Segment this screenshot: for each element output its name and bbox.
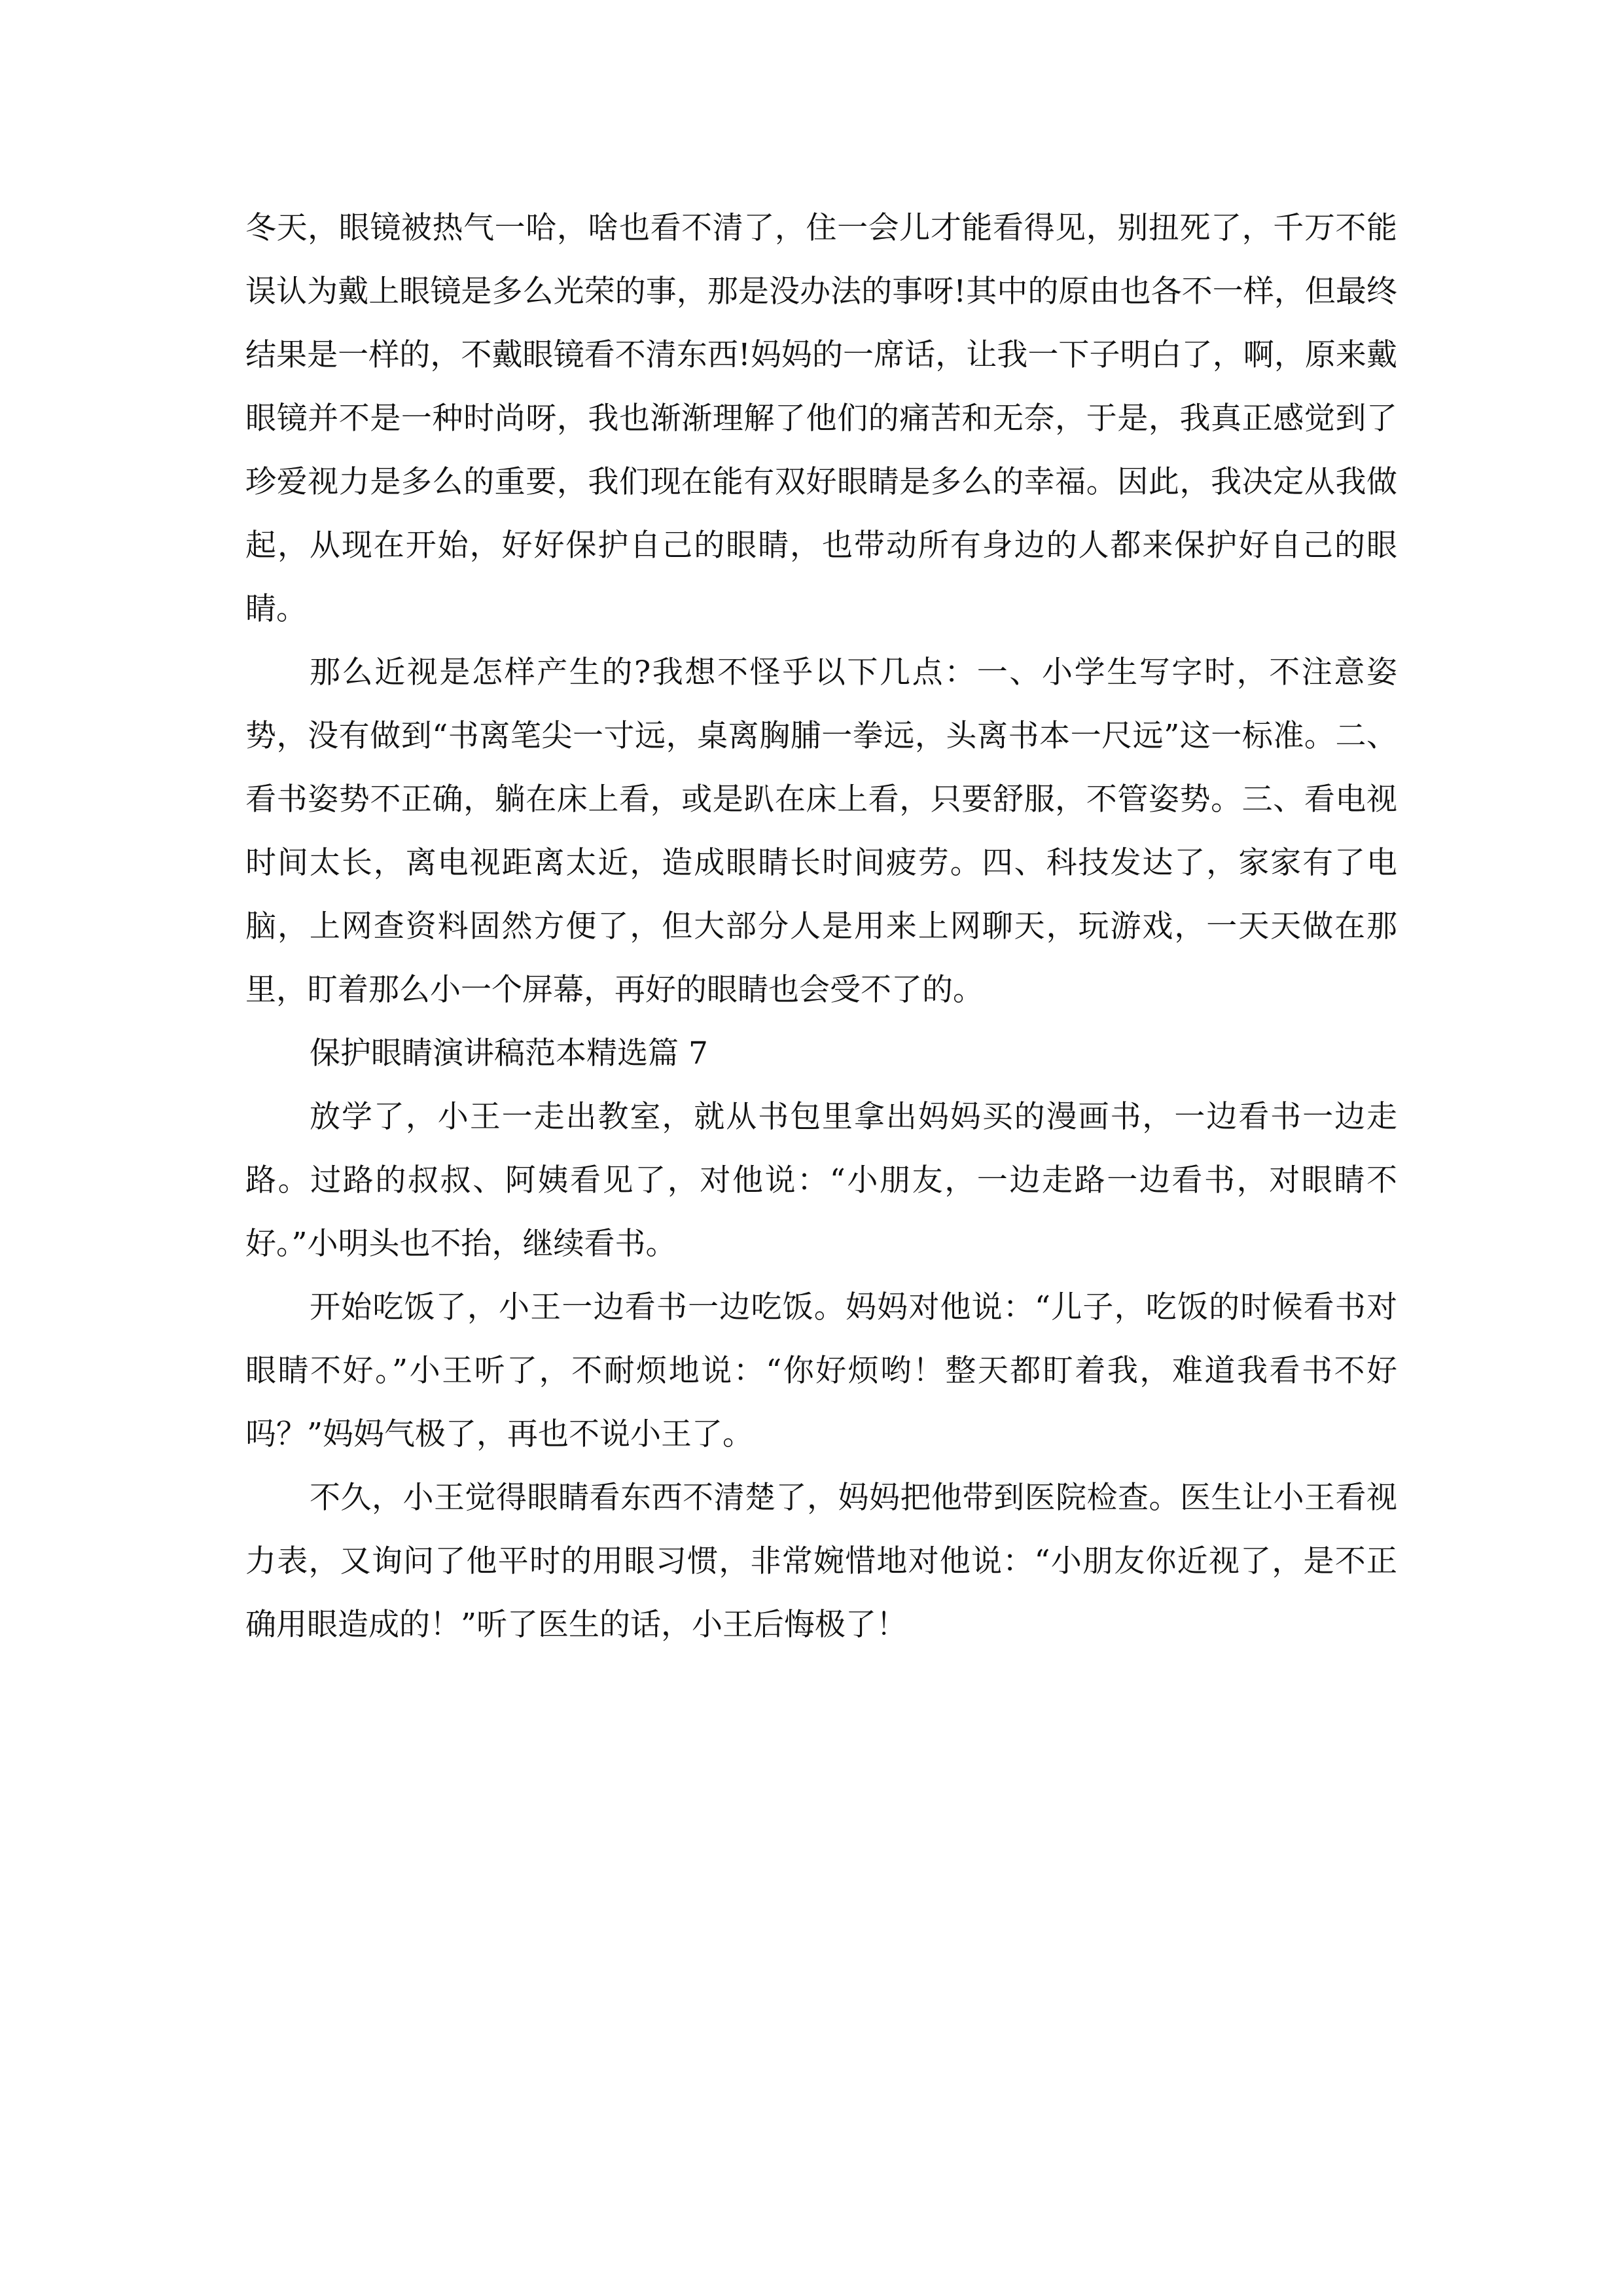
- document-body: [245, 196, 1397, 1657]
- story-paragraph-after-school: 放学了，小王一走出教室，就从书包里拿出妈妈买的漫画书，一边看书一边走路。过路的叔叔、阿姨看见了，对他说：“小朋友，一边走路一边看书，对眼睛不好。”小明头也不抬，继续看书。: [245, 1099, 1397, 1262]
- section-heading: 保护眼睛演讲稿范本精选篇 7: [310, 1035, 708, 1071]
- story-paragraph-dinner: 开始吃饭了，小王一边看书一边吃饭。妈妈对他说：“儿子，吃饭的时候看书对眼睛不好。”小王听了，不耐烦地说：“你好烦哟！整天都盯着我，难道我看书不好吗？”妈妈气极了，再也不说小王了。: [245, 1289, 1397, 1452]
- paragraph-eyeglasses-winter: 冬天，眼镜被热气一哈，啥也看不清了，住一会儿才能看得见，别扭死了，千万不能误认为戴上眼镜是多么光荣的事，那是没办法的事呀!其中的原由也各不一样，但最终结果是一样的，不戴眼镜看不清东西!妈妈的一席话，让我一下子明白了，啊，原来戴眼镜并不是一种时尚呀，我也渐渐理解了他们的痛苦和无奈，于是，我真正感觉到了珍爱视力是多么的重要，我们现在能有双好眼睛是多么的幸福。因此，我决定从我做起，从现在开始，好好保护自己的眼睛，也带动所有身边的人都来保护好自己的眼睛。: [245, 210, 1397, 627]
- story-paragraph-hospital: 不久，小王觉得眼睛看东西不清楚了，妈妈把他带到医院检查。医生让小王看视力表，又询问了他平时的用眼习惯，非常婉惜地对他说：“小朋友你近视了，是不正确用眼造成的！”听了医生的话，小王后悔极了！: [245, 1480, 1397, 1643]
- paragraph-myopia-causes: 那么近视是怎样产生的?我想不怪乎以下几点：一、小学生写字时，不注意姿势，没有做到“书离笔尖一寸远，桌离胸脯一拳远，头离书本一尺远”这一标准。二、看书姿势不正确，躺在床上看，或是趴在床上看，只要舒服，不管姿势。三、看电视时间太长，离电视距离太近，造成眼睛长时间疲劳。四、科技发达了，家家有了电脑，上网查资料固然方便了，但大部分人是用来上网聊天，玩游戏，一天天做在那里，盯着那么小一个屏幕，再好的眼睛也会受不了的。: [245, 655, 1397, 1008]
